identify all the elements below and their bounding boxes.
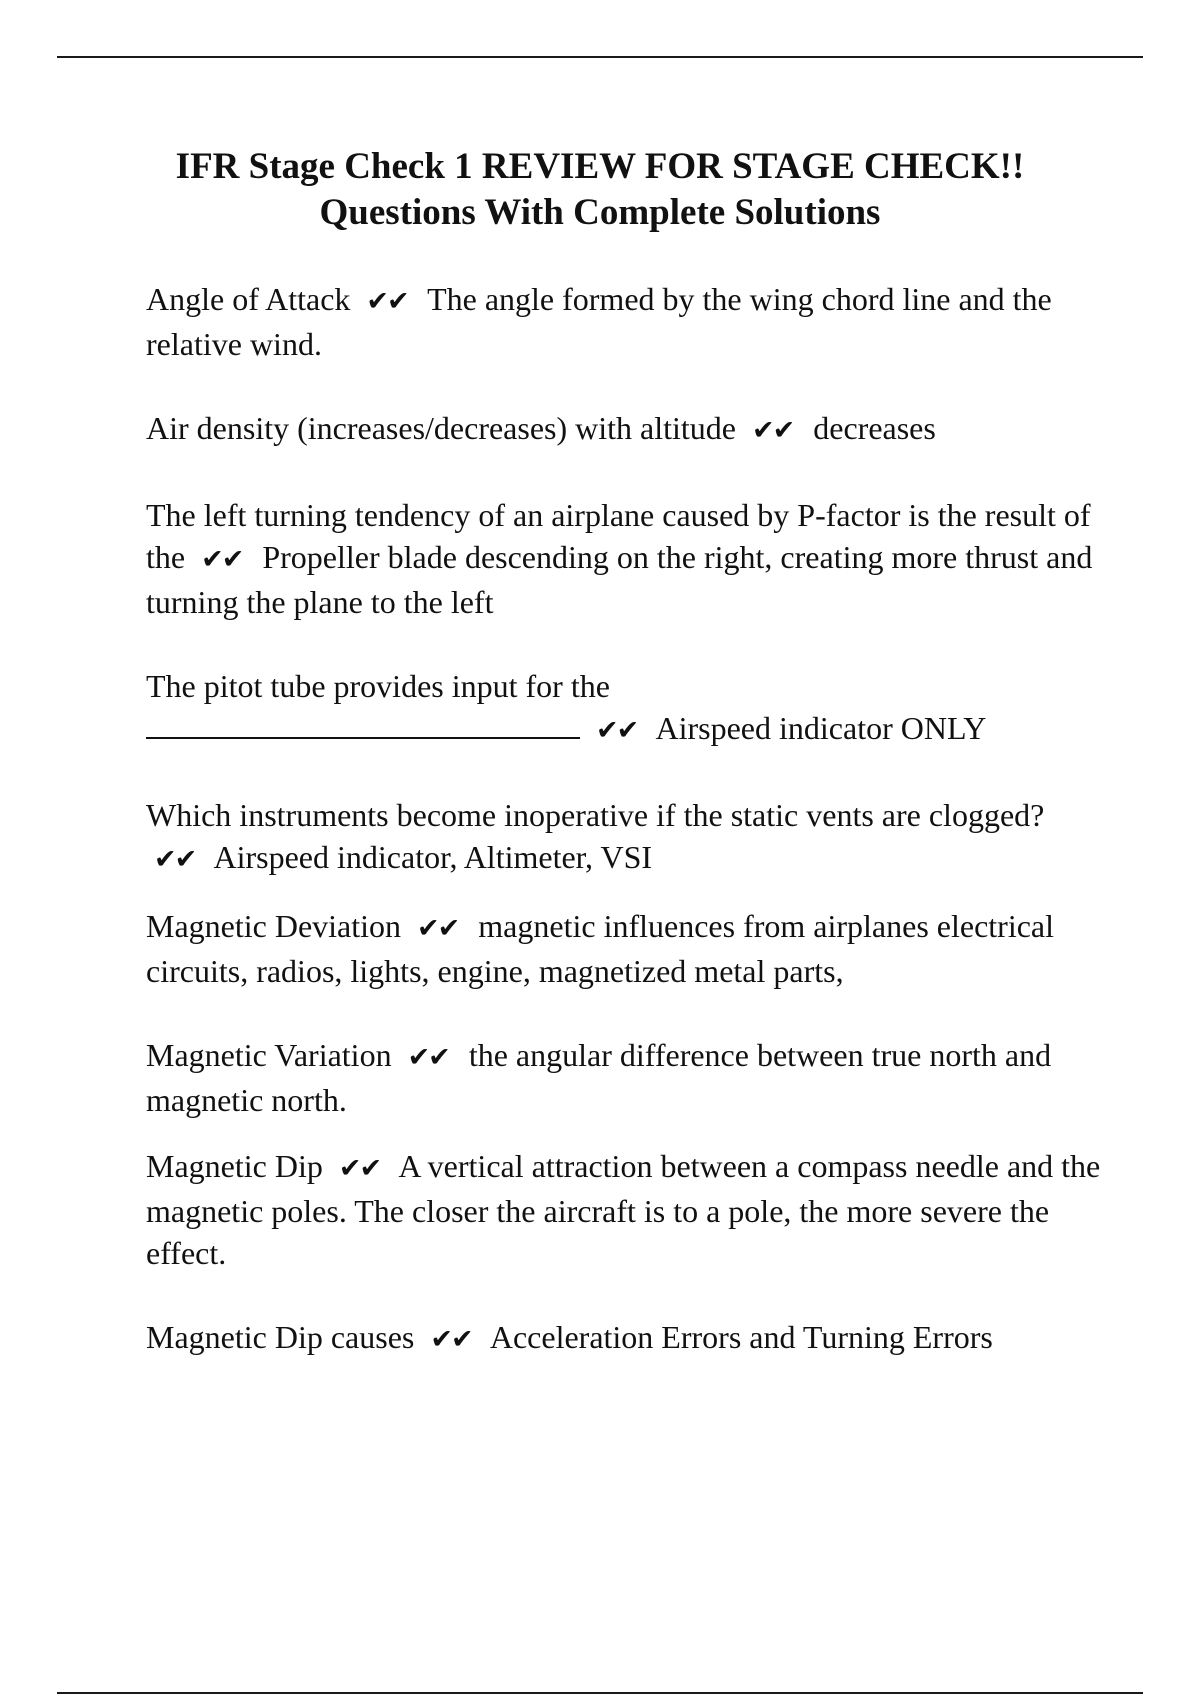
footer-rule [57, 1692, 1143, 1694]
double-check-icon: ✔✔ [596, 715, 638, 746]
question-text: Which instruments become inoperative if the static vents are clogged? [146, 797, 1045, 833]
double-check-icon: ✔✔ [752, 415, 794, 446]
question-text: The left turning tendency of an airplane caused by P-factor is the result of the [146, 497, 1091, 575]
qa-item [146, 905, 1106, 992]
double-check-icon: ✔✔ [417, 913, 459, 944]
double-check-icon: ✔✔ [366, 286, 408, 317]
answer-text: decreases [813, 410, 936, 446]
answer-text: Propeller blade descending on the right, creating more thrust and turning the plane to the left [146, 539, 1093, 620]
answer-text: Airspeed indicator ONLY [655, 710, 987, 746]
question-text: Magnetic Dip causes [146, 1319, 415, 1355]
double-check-icon: ✔✔ [407, 1042, 449, 1073]
answer-blank-line [146, 707, 580, 739]
answer-text: A vertical attraction between a compass needle and the magnetic poles. The closer the aircraft is to a pole, the more severe the effect. [146, 1148, 1101, 1271]
qa-item [146, 1316, 1106, 1361]
double-check-icon: ✔✔ [154, 844, 196, 875]
title-line-2: Questions With Complete Solutions [319, 192, 881, 233]
answer-text: magnetic influences from airplanes electrical circuits, radios, lights, engine, magnetized metal parts, [146, 908, 1054, 989]
answer-text: the angular difference between true north and magnetic north. [146, 1037, 1052, 1118]
answer-text: Acceleration Errors and Turning Errors [489, 1319, 993, 1355]
qa-list [146, 278, 1106, 1403]
qa-item [146, 407, 1106, 452]
double-check-icon: ✔✔ [430, 1324, 472, 1355]
question-text: Magnetic Deviation [146, 908, 402, 944]
question-text: Angle of Attack [146, 281, 351, 317]
qa-item [146, 665, 1106, 752]
qa-item [146, 494, 1106, 623]
title-line-1: IFR Stage Check 1 REVIEW FOR STAGE CHECK!! [175, 146, 1025, 187]
question-text: The pitot tube provides input for the [146, 668, 610, 704]
qa-item [146, 1145, 1106, 1274]
header-rule [57, 56, 1143, 58]
qa-item [146, 794, 1106, 881]
answer-text: Airspeed indicator, Altimeter, VSI [213, 839, 653, 875]
question-text: Magnetic Dip [146, 1148, 323, 1184]
double-check-icon: ✔✔ [201, 544, 243, 575]
question-text: Magnetic Variation [146, 1037, 392, 1073]
qa-item [146, 1034, 1106, 1121]
answer-text: The angle formed by the wing chord line and the relative wind. [146, 281, 1052, 362]
double-check-icon: ✔✔ [338, 1153, 381, 1184]
document-title [100, 144, 1100, 236]
qa-item [146, 278, 1106, 365]
question-text: Air density (increases/decreases) with altitude [146, 410, 736, 446]
